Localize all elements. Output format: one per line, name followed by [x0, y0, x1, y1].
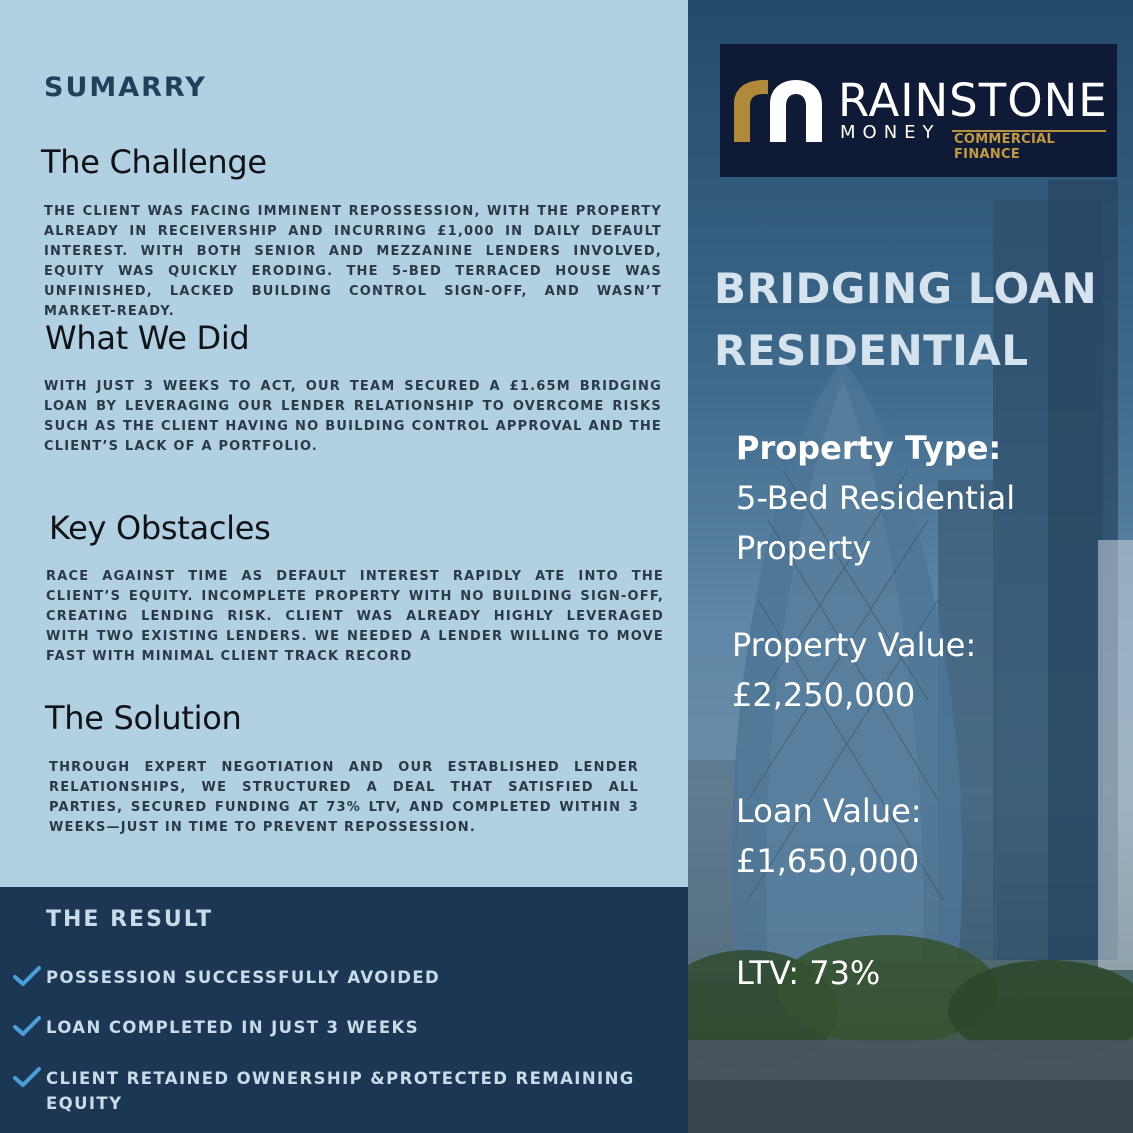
result-item	[12, 1015, 672, 1040]
loan-title-line1: BRIDGING LOAN	[714, 264, 1098, 313]
property-type	[736, 423, 1015, 573]
result-item	[12, 965, 672, 990]
rainstone-logo-mark-icon	[730, 74, 830, 144]
check-icon	[12, 965, 42, 989]
solution-heading: The Solution	[45, 699, 242, 737]
brand-sub: MONEY	[840, 122, 941, 143]
summary-panel	[0, 0, 688, 887]
loan-title	[714, 258, 1129, 382]
loan-value	[736, 786, 922, 886]
summary-title: SUMARRY	[44, 72, 207, 103]
what-we-did-body: WITH JUST 3 WEEKS TO ACT, OUR TEAM SECURED A £1.65M BRIDGING LOAN BY LEVERAGING OUR LENDER RELATIONSHIP TO OVERCOME RISKS SUCH AS THE CLIENT HAVING NO BUILDING CONTROL APPROVAL AND THE CLIENT’S LACK OF A PORTFOLIO.	[44, 379, 662, 454]
loan-panel	[688, 0, 1133, 1133]
check-icon	[12, 1066, 42, 1090]
property-value-label: Property Value:	[732, 626, 977, 664]
loan-title-line2: RESIDENTIAL	[714, 326, 1029, 375]
what-we-did-heading: What We Did	[45, 319, 250, 357]
challenge-body: THE CLIENT WAS FACING IMMINENT REPOSSESSION, WITH THE PROPERTY ALREADY IN RECEIVERSHIP AND INCURRING £1,000 IN DAILY DEFAULT INTEREST. WITH BOTH SENIOR AND MEZZANINE LENDERS INVOLVED, EQUITY WAS QUICKLY ERODING. THE 5-BED TERRACED HOUSE WAS UNFINISHED, LACKED BUILDING CONTROL SIGN-OFF, AND WASN’T MARKET-READY.	[44, 204, 662, 319]
ltv: LTV: 73%	[736, 954, 881, 992]
brand-tagline: COMMERCIAL FINANCE	[954, 132, 1056, 162]
key-obstacles-heading: Key Obstacles	[49, 509, 271, 547]
property-value	[732, 620, 976, 720]
loan-value-label: Loan Value:	[736, 792, 922, 830]
solution-body: THROUGH EXPERT NEGOTIATION AND OUR ESTABLISHED LENDER RELATIONSHIPS, WE STRUCTURED A DEAL THAT SATISFIED ALL PARTIES, SECURED FUNDING AT 73% LTV, AND COMPLETED WITHIN 3 WEEKS—JUST IN TIME TO PREVENT REPOSSESSION.	[49, 760, 639, 835]
check-icon	[12, 1015, 42, 1039]
property-value-amount: £2,250,000	[732, 676, 916, 714]
result-item-text: POSSESSION SUCCESSFULLY AVOIDED	[46, 968, 441, 987]
result-item-text: LOAN COMPLETED IN JUST 3 WEEKS	[46, 1018, 419, 1037]
property-type-line2: Property	[736, 529, 872, 567]
result-item	[12, 1066, 652, 1116]
property-type-line1: 5-Bed Residential	[736, 479, 1016, 517]
result-item-text: CLIENT RETAINED OWNERSHIP &PROTECTED REMAINING EQUITY	[46, 1069, 635, 1113]
brand-name: RAINSTONE	[838, 74, 1108, 127]
brand-logo	[720, 44, 1117, 177]
loan-value-amount: £1,650,000	[736, 842, 920, 880]
result-title: THE RESULT	[46, 907, 214, 932]
challenge-heading: The Challenge	[41, 143, 267, 181]
property-type-label: Property Type:	[736, 429, 1002, 467]
key-obstacles-body: RACE AGAINST TIME AS DEFAULT INTEREST RAPIDLY ATE INTO THE CLIENT’S EQUITY. INCOMPLETE PROPERTY WITH NO BUILDING SIGN-OFF, CREATING LENDING RISK. CLIENT WAS ALREADY HIGHLY LEVERAGED WITH TWO EXISTING LENDERS. WE NEEDED A LENDER WILLING TO MOVE FAST WITH MINIMAL CLIENT TRACK RECORD	[46, 569, 664, 664]
result-panel	[0, 887, 688, 1133]
